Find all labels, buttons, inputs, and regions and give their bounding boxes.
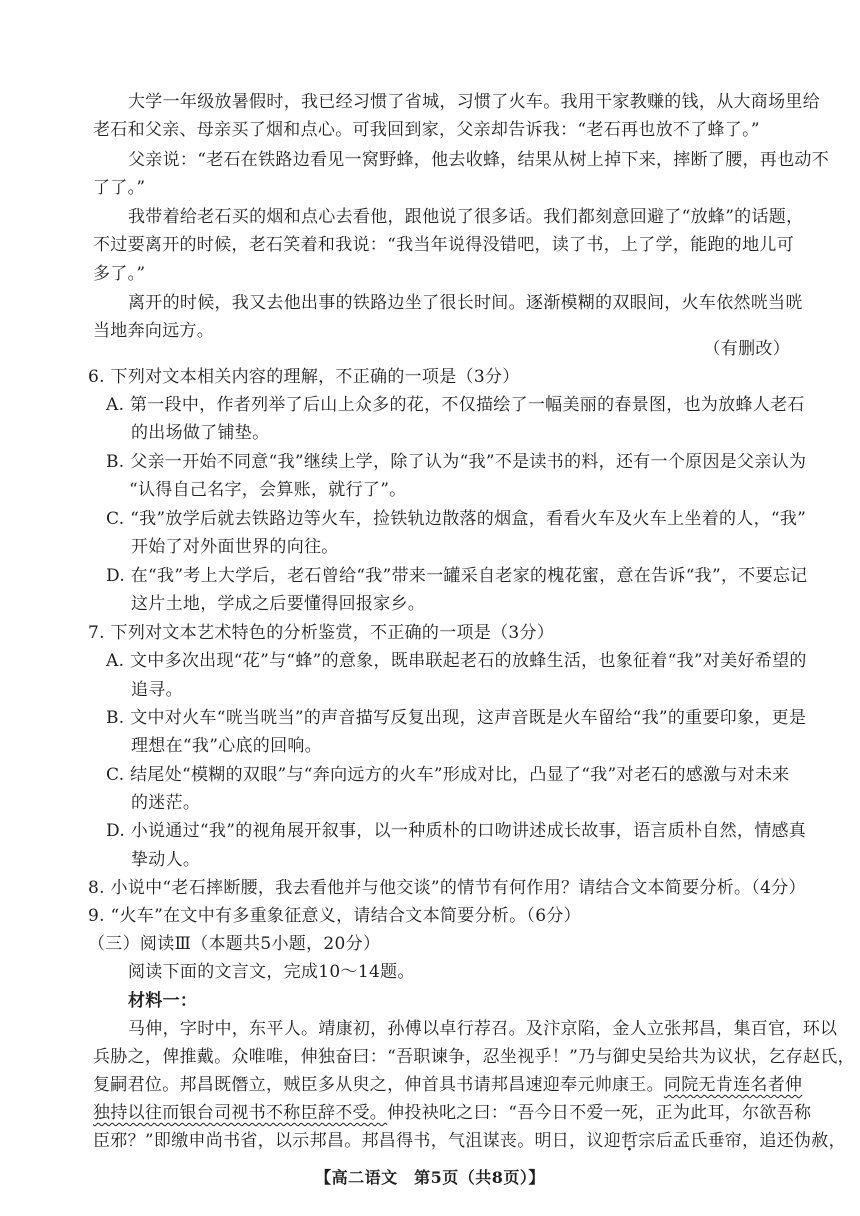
- q6-option-c-cont: 开始了对外面世界的向往。: [131, 537, 339, 557]
- wavy-underlined-sentence-part-2: 独持以往而银台司视书不称臣辞不受。: [93, 1103, 388, 1123]
- passage-line: 离开的时候，我又去他出事的铁路边坐了很长时间。逐渐模糊的双眼间，火车依然咣当咣: [128, 293, 803, 313]
- passage-line: 当地奔向远方。: [93, 321, 215, 341]
- q7-option-a: A. 文中多次出现“花”与“蜂”的意象，既串联起老石的放蜂生活，也象征着“我”对美好希望的: [106, 651, 807, 671]
- q7-option-c: C. 结尾处“模糊的双眼”与“奔向远方的火车”形成对比，凸显了“我”对老石的感激与对未来: [106, 765, 790, 785]
- q6-option-a-cont: 的出场做了铺垫。: [131, 423, 270, 443]
- classical-text-segment: 臣邪？”即缴申尚书省，以示邦昌。邦昌得书，气沮谋丧。明日，议迎: [93, 1131, 621, 1151]
- classical-text-line: [93, 1102, 811, 1124]
- source-note: （有删改）: [703, 339, 790, 359]
- classical-text-segment: 复嗣君位。邦昌既僭立，贼臣多从臾之，伸首具书请邦昌速迎奉元帅康王。: [93, 1075, 664, 1095]
- classical-text-line: [93, 1074, 802, 1096]
- passage-line: 大学一年级放暑假时，我已经习惯了省城，习惯了火车。我用干家教赚的钱，从大商场里给: [128, 92, 820, 112]
- passage-line: 父亲说：“老石在铁路边看见一窝野蜂，他去收蜂，结果从树上掉下来，摔断了腰，再也动不: [128, 150, 829, 170]
- passage-line: 多了。”: [93, 264, 146, 284]
- classical-text-line: 兵胁之，俾推戴。众唯唯，伸独奋曰：“吾职谏争，忍坐视乎！”乃与御史吴给共为议状，乞存赵氏，: [93, 1047, 855, 1067]
- q6-option-d: D. 在“我”考上大学后，老石曾给“我”带来一罐采自老家的槐花蜜，意在告诉“我”，不要忘记: [106, 566, 808, 586]
- passage-line: 老石和父亲、母亲买了烟和点心。可我回到家，父亲却告诉我：“老石再也放不了蜂了。”: [93, 120, 760, 140]
- passage-line: 不过要离开的时候，老石笑着和我说：“我当年说得没错吧，读了书，上了学，能跑的地儿可: [93, 235, 794, 255]
- q6-option-b: B. 父亲一开始不同意“我”继续上学，除了认为“我”不是读书的料，还有一个原因是父亲认为: [106, 452, 807, 472]
- emphasis-dot-character: 哲: [621, 1131, 639, 1151]
- page-footer: 【高二语文 第5页（共8页）】: [315, 1168, 545, 1187]
- q6-option-b-cont: “认得自己名字，会算账，就行了”。: [129, 480, 407, 500]
- section-3-instruction: 阅读下面的文言文，完成10～14题。: [128, 962, 415, 982]
- q7-option-d-cont: 挚动人。: [131, 850, 201, 870]
- question-8: 8. 小说中“老石摔断腰，我去看他并与他交谈”的情节有何作用？请结合文本简要分析。（4分）: [88, 878, 806, 898]
- section-3-heading: （三）阅读Ⅲ（本题共5小题，20分）: [88, 934, 381, 954]
- q7-option-d: D. 小说通过“我”的视角展开叙事，以一种质朴的口吻讲述成长故事，语言质朴自然，情感真: [106, 821, 807, 841]
- classical-text-segment: 宗后孟氏垂帘，追还伪赦，: [638, 1131, 846, 1151]
- material-1-label: 材料一：: [128, 991, 198, 1011]
- classical-text-line: 马伸，字时中，东平人。靖康初，孙傅以卓行荐召。及汴京陷，金人立张邦昌，集百官，环以: [128, 1019, 838, 1039]
- q6-option-d-cont: 这片土地，学成之后要懂得回报家乡。: [131, 594, 426, 614]
- passage-line: 了了。”: [93, 178, 146, 198]
- q7-option-c-cont: 的迷茫。: [131, 793, 201, 813]
- question-7-stem: 7. 下列对文本艺术特色的分析鉴赏，不正确的一项是（3分）: [88, 623, 555, 643]
- classical-text-segment: 伸投袂叱之曰：“吾今日不爱一死，正为此耳，尔欲吾称: [387, 1103, 812, 1123]
- q7-option-b: B. 文中对火车“咣当咣当”的声音描写反复出现，这声音既是火车留给“我”的重要印象，更是: [106, 708, 807, 728]
- q7-option-a-cont: 追寻。: [131, 680, 183, 700]
- passage-line: 我带着给老石买的烟和点心去看他，跟他说了很多话。我们都刻意回避了“放蜂”的话题，: [128, 207, 804, 227]
- wavy-underlined-sentence-part-1: 同院无肯连名者伸: [663, 1075, 803, 1095]
- q6-option-c: C. “我”放学后就去铁路边等火车，捡铁轨边散落的烟盒，看看火车及火车上坐着的人，“我”: [106, 509, 807, 529]
- q6-option-a: A. 第一段中，作者列举了后山上众多的花，不仅描绘了一幅美丽的春景图，也为放蜂人老石: [106, 395, 805, 415]
- classical-text-line: [93, 1130, 846, 1152]
- q7-option-b-cont: 理想在“我”心底的回响。: [131, 736, 322, 756]
- question-9: 9. “火车”在文中有多重象征意义，请结合文本简要分析。（6分）: [88, 906, 581, 926]
- question-6-stem: 6. 下列对文本相关内容的理解，不正确的一项是（3分）: [88, 367, 520, 387]
